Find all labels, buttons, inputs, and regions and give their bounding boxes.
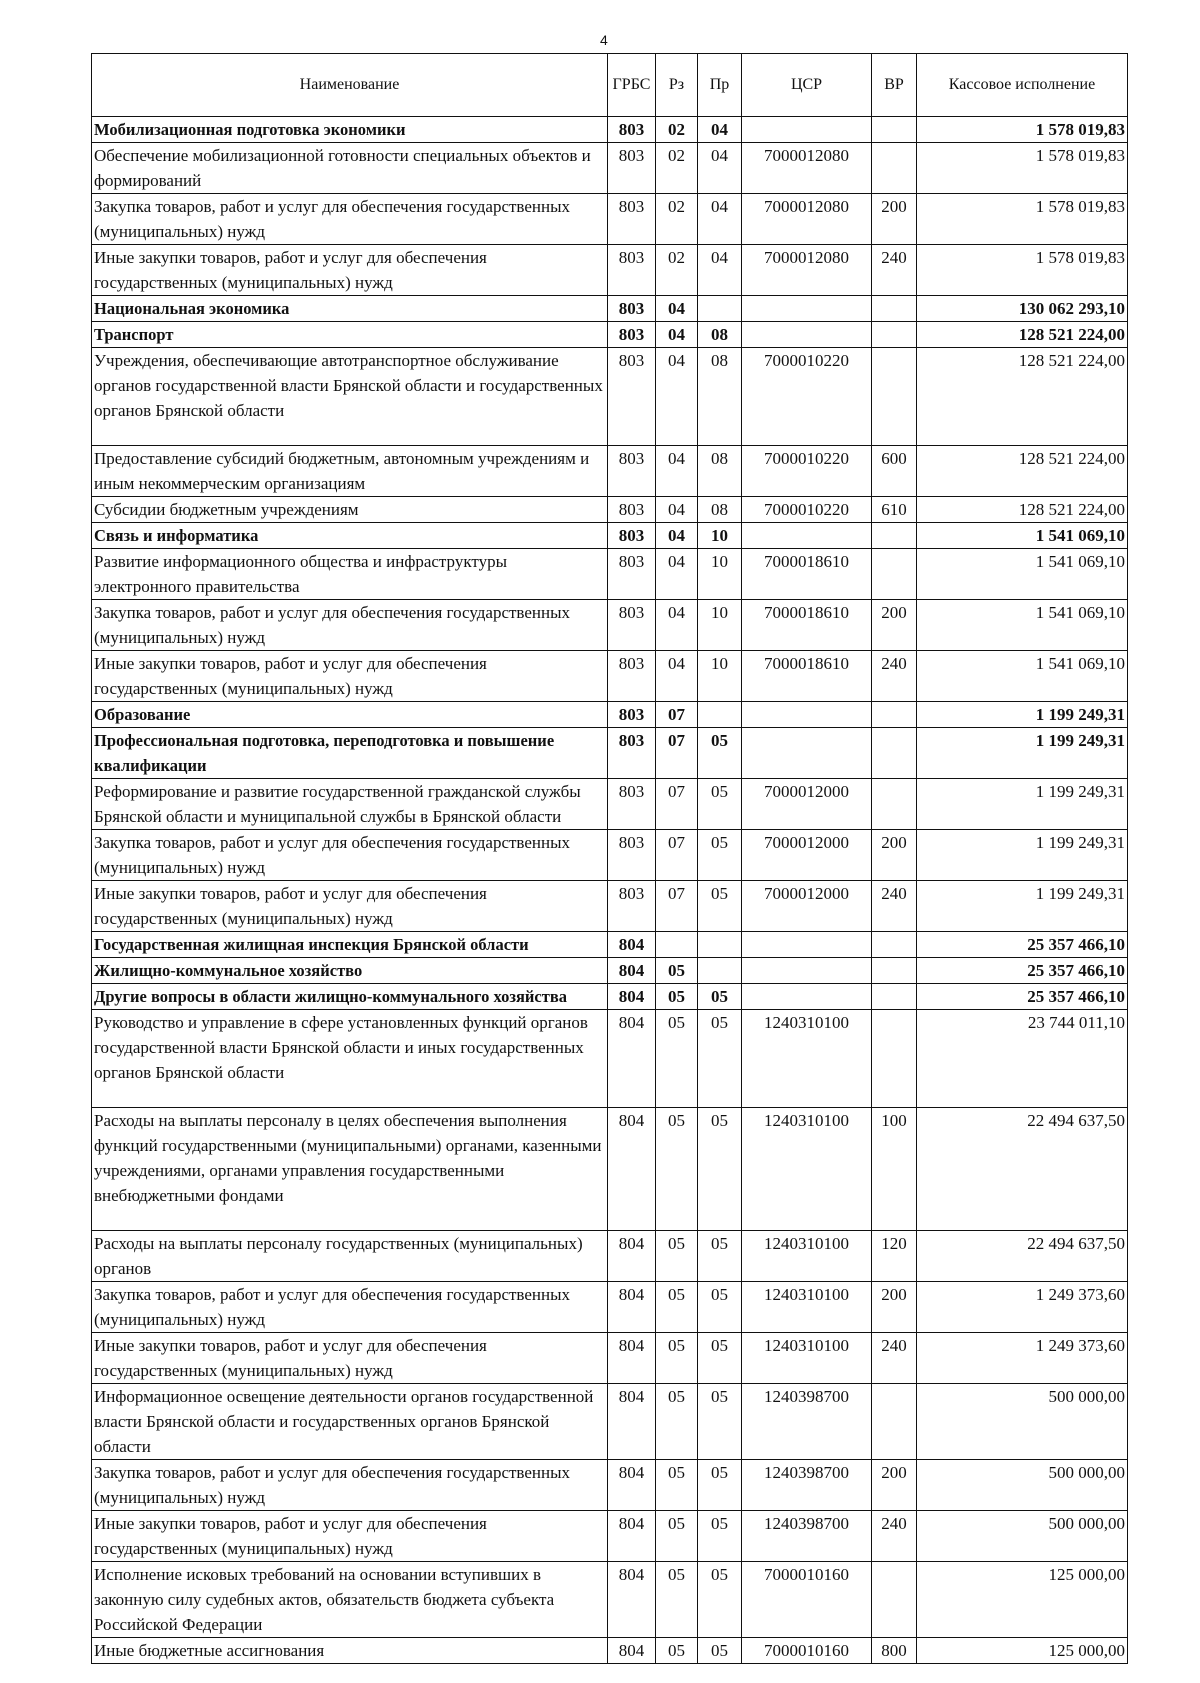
cell-pr: 05: [698, 1333, 742, 1384]
cell-pr: 05: [698, 1511, 742, 1562]
header-csr: ЦСР: [742, 54, 872, 117]
cell-csr: [742, 932, 872, 958]
cell-pr: 10: [698, 600, 742, 651]
cell-vr: 800: [872, 1638, 917, 1664]
table-header-row: [92, 54, 1128, 117]
cell-rz: 05: [656, 1460, 698, 1511]
cell-grbs: 803: [608, 651, 656, 702]
cell-vr: [872, 728, 917, 779]
cell-name: Иные закупки товаров, работ и услуг для обеспечения государственных (муниципальных) нужд: [92, 651, 608, 702]
cell-name: Закупка товаров, работ и услуг для обеспечения государственных (муниципальных) нужд: [92, 600, 608, 651]
cell-rz: 05: [656, 1333, 698, 1384]
cell-name: Закупка товаров, работ и услуг для обеспечения государственных (муниципальных) нужд: [92, 1282, 608, 1333]
cell-rz: 07: [656, 728, 698, 779]
cell-vr: 200: [872, 194, 917, 245]
cell-rz: 04: [656, 296, 698, 322]
cell-name: Обеспечение мобилизационной готовности специальных объектов и формирований: [92, 143, 608, 194]
cell-csr: 7000012080: [742, 245, 872, 296]
table-row: [92, 881, 1128, 932]
cell-amount: 128 521 224,00: [917, 322, 1128, 348]
cell-vr: 240: [872, 881, 917, 932]
cell-grbs: 804: [608, 1460, 656, 1511]
cell-grbs: 803: [608, 245, 656, 296]
cell-csr: 1240310100: [742, 1282, 872, 1333]
cell-pr: 05: [698, 984, 742, 1010]
cell-rz: 04: [656, 497, 698, 523]
cell-pr: 10: [698, 651, 742, 702]
cell-pr: 04: [698, 117, 742, 143]
cell-vr: [872, 117, 917, 143]
cell-name: Информационное освещение деятельности органов государственной власти Брянской области и государственных органов Брянской области: [92, 1384, 608, 1460]
cell-vr: [872, 322, 917, 348]
table-row: [92, 1638, 1128, 1664]
cell-name: Иные закупки товаров, работ и услуг для обеспечения государственных (муниципальных) нужд: [92, 1333, 608, 1384]
cell-grbs: 804: [608, 1638, 656, 1664]
cell-rz: 04: [656, 600, 698, 651]
table-body: [92, 117, 1128, 1664]
table-row: [92, 1511, 1128, 1562]
cell-amount: 128 521 224,00: [917, 348, 1128, 446]
cell-csr: 7000018610: [742, 549, 872, 600]
cell-grbs: 803: [608, 446, 656, 497]
cell-amount: 130 062 293,10: [917, 296, 1128, 322]
cell-csr: 7000010160: [742, 1562, 872, 1638]
cell-pr: 08: [698, 446, 742, 497]
table-row: [92, 1108, 1128, 1231]
cell-csr: 7000010220: [742, 497, 872, 523]
cell-grbs: 803: [608, 728, 656, 779]
cell-amount: 22 494 637,50: [917, 1231, 1128, 1282]
cell-amount: 1 578 019,83: [917, 117, 1128, 143]
cell-csr: 1240310100: [742, 1333, 872, 1384]
cell-name: Иные бюджетные ассигнования: [92, 1638, 608, 1664]
cell-grbs: 803: [608, 296, 656, 322]
cell-csr: [742, 958, 872, 984]
cell-grbs: 804: [608, 958, 656, 984]
table-row: [92, 932, 1128, 958]
cell-amount: 1 249 373,60: [917, 1333, 1128, 1384]
cell-name: Развитие информационного общества и инфраструктуры электронного правительства: [92, 549, 608, 600]
cell-name: Другие вопросы в области жилищно-коммунального хозяйства: [92, 984, 608, 1010]
cell-amount: 1 199 249,31: [917, 702, 1128, 728]
cell-pr: 05: [698, 1282, 742, 1333]
cell-rz: 04: [656, 651, 698, 702]
cell-rz: 04: [656, 523, 698, 549]
cell-csr: 7000018610: [742, 651, 872, 702]
cell-amount: 1 199 249,31: [917, 830, 1128, 881]
table-row: [92, 117, 1128, 143]
cell-csr: [742, 322, 872, 348]
cell-name: Закупка товаров, работ и услуг для обеспечения государственных (муниципальных) нужд: [92, 830, 608, 881]
cell-vr: [872, 984, 917, 1010]
table-row: [92, 830, 1128, 881]
cell-amount: 125 000,00: [917, 1638, 1128, 1664]
cell-pr: 05: [698, 779, 742, 830]
header-pr: Пр: [698, 54, 742, 117]
cell-amount: 25 357 466,10: [917, 958, 1128, 984]
cell-grbs: 803: [608, 523, 656, 549]
cell-amount: 125 000,00: [917, 1562, 1128, 1638]
cell-amount: 500 000,00: [917, 1460, 1128, 1511]
table-row: [92, 1333, 1128, 1384]
cell-amount: 128 521 224,00: [917, 497, 1128, 523]
cell-name: Иные закупки товаров, работ и услуг для обеспечения государственных (муниципальных) нужд: [92, 1511, 608, 1562]
cell-pr: 10: [698, 523, 742, 549]
cell-grbs: 804: [608, 1562, 656, 1638]
cell-pr: 05: [698, 1010, 742, 1108]
table-row: [92, 728, 1128, 779]
cell-name: Расходы на выплаты персоналу государственных (муниципальных) органов: [92, 1231, 608, 1282]
cell-vr: [872, 1384, 917, 1460]
cell-amount: 25 357 466,10: [917, 984, 1128, 1010]
cell-grbs: 803: [608, 194, 656, 245]
table-row: [92, 984, 1128, 1010]
header-amount: Кассовое исполнение: [917, 54, 1128, 117]
cell-pr: 05: [698, 1562, 742, 1638]
cell-grbs: 804: [608, 1231, 656, 1282]
cell-vr: [872, 523, 917, 549]
page-number: 4: [600, 32, 608, 48]
cell-csr: [742, 117, 872, 143]
cell-csr: 1240310100: [742, 1231, 872, 1282]
cell-rz: 04: [656, 322, 698, 348]
cell-csr: 7000010220: [742, 446, 872, 497]
cell-name: Субсидии бюджетным учреждениям: [92, 497, 608, 523]
cell-name: Жилищно-коммунальное хозяйство: [92, 958, 608, 984]
cell-grbs: 804: [608, 984, 656, 1010]
cell-grbs: 803: [608, 143, 656, 194]
cell-pr: 08: [698, 322, 742, 348]
cell-rz: 07: [656, 702, 698, 728]
cell-amount: 128 521 224,00: [917, 446, 1128, 497]
cell-rz: 05: [656, 1108, 698, 1231]
table-row: [92, 600, 1128, 651]
cell-amount: 25 357 466,10: [917, 932, 1128, 958]
cell-pr: [698, 932, 742, 958]
cell-csr: 1240310100: [742, 1108, 872, 1231]
cell-vr: [872, 958, 917, 984]
cell-csr: 1240398700: [742, 1460, 872, 1511]
cell-amount: 500 000,00: [917, 1384, 1128, 1460]
cell-vr: 200: [872, 1282, 917, 1333]
cell-rz: 07: [656, 779, 698, 830]
cell-vr: [872, 296, 917, 322]
cell-pr: 04: [698, 245, 742, 296]
cell-amount: 1 541 069,10: [917, 549, 1128, 600]
cell-amount: 1 578 019,83: [917, 143, 1128, 194]
cell-pr: 08: [698, 348, 742, 446]
cell-vr: 240: [872, 1333, 917, 1384]
cell-rz: 02: [656, 194, 698, 245]
table-row: [92, 446, 1128, 497]
cell-name: Профессиональная подготовка, переподготовка и повышение квалификации: [92, 728, 608, 779]
cell-amount: 1 541 069,10: [917, 600, 1128, 651]
table-row: [92, 1282, 1128, 1333]
cell-rz: 02: [656, 245, 698, 296]
table-row: [92, 958, 1128, 984]
cell-csr: [742, 296, 872, 322]
cell-vr: [872, 549, 917, 600]
cell-amount: 1 578 019,83: [917, 194, 1128, 245]
cell-grbs: 803: [608, 322, 656, 348]
table-row: [92, 779, 1128, 830]
table-row: [92, 322, 1128, 348]
cell-name: Учреждения, обеспечивающие автотранспортное обслуживание органов государственной власти Брянской области и государственных органов Брянской области: [92, 348, 608, 446]
cell-grbs: 804: [608, 932, 656, 958]
cell-pr: 05: [698, 830, 742, 881]
cell-csr: 7000010220: [742, 348, 872, 446]
cell-grbs: 803: [608, 779, 656, 830]
cell-csr: [742, 702, 872, 728]
cell-rz: 05: [656, 1010, 698, 1108]
table-row: [92, 143, 1128, 194]
cell-name: Предоставление субсидий бюджетным, автономным учреждениям и иным некоммерческим организациям: [92, 446, 608, 497]
cell-grbs: 804: [608, 1384, 656, 1460]
cell-name: Закупка товаров, работ и услуг для обеспечения государственных (муниципальных) нужд: [92, 194, 608, 245]
cell-amount: 1 578 019,83: [917, 245, 1128, 296]
budget-execution-table: [91, 53, 1128, 1664]
cell-rz: 02: [656, 143, 698, 194]
cell-csr: [742, 984, 872, 1010]
header-grbs: ГРБС: [608, 54, 656, 117]
cell-csr: 1240310100: [742, 1010, 872, 1108]
cell-amount: 1 199 249,31: [917, 779, 1128, 830]
cell-amount: 1 249 373,60: [917, 1282, 1128, 1333]
cell-name: Мобилизационная подготовка экономики: [92, 117, 608, 143]
cell-grbs: 804: [608, 1108, 656, 1231]
cell-amount: 500 000,00: [917, 1511, 1128, 1562]
table-row: [92, 1010, 1128, 1108]
cell-pr: [698, 958, 742, 984]
cell-vr: [872, 702, 917, 728]
cell-pr: 05: [698, 728, 742, 779]
cell-pr: 10: [698, 549, 742, 600]
cell-pr: 05: [698, 1460, 742, 1511]
cell-name: Закупка товаров, работ и услуг для обеспечения государственных (муниципальных) нужд: [92, 1460, 608, 1511]
cell-grbs: 803: [608, 702, 656, 728]
cell-rz: 04: [656, 446, 698, 497]
cell-pr: 04: [698, 194, 742, 245]
header-name: Наименование: [92, 54, 608, 117]
table-row: [92, 702, 1128, 728]
table-row: [92, 194, 1128, 245]
table-row: [92, 1562, 1128, 1638]
table-row: [92, 348, 1128, 446]
cell-name: Расходы на выплаты персоналу в целях обеспечения выполнения функций государственными (муниципальными) органами, казенными учреждениями, органами управления государственными внебюджетными фондами: [92, 1108, 608, 1231]
cell-csr: [742, 728, 872, 779]
cell-name: Образование: [92, 702, 608, 728]
cell-pr: 08: [698, 497, 742, 523]
cell-amount: 1 541 069,10: [917, 651, 1128, 702]
cell-name: Иные закупки товаров, работ и услуг для обеспечения государственных (муниципальных) нужд: [92, 245, 608, 296]
cell-grbs: 803: [608, 117, 656, 143]
cell-name: Связь и информатика: [92, 523, 608, 549]
table-row: [92, 1231, 1128, 1282]
cell-name: Транспорт: [92, 322, 608, 348]
cell-pr: [698, 702, 742, 728]
cell-csr: 7000012000: [742, 779, 872, 830]
cell-grbs: 804: [608, 1282, 656, 1333]
cell-rz: 05: [656, 1384, 698, 1460]
cell-name: Национальная экономика: [92, 296, 608, 322]
cell-vr: 610: [872, 497, 917, 523]
cell-amount: 1 541 069,10: [917, 523, 1128, 549]
cell-vr: 120: [872, 1231, 917, 1282]
cell-rz: 07: [656, 881, 698, 932]
table-row: [92, 523, 1128, 549]
cell-vr: 600: [872, 446, 917, 497]
cell-pr: 05: [698, 1231, 742, 1282]
cell-amount: 1 199 249,31: [917, 728, 1128, 779]
table-row: [92, 549, 1128, 600]
cell-csr: 7000012000: [742, 830, 872, 881]
cell-name: Руководство и управление в сфере установленных функций органов государственной власти Брянской области и иных государственных органов Брянской области: [92, 1010, 608, 1108]
cell-rz: 05: [656, 1231, 698, 1282]
cell-name: Реформирование и развитие государственной гражданской службы Брянской области и муниципальной службы в Брянской области: [92, 779, 608, 830]
cell-vr: [872, 348, 917, 446]
cell-grbs: 803: [608, 881, 656, 932]
cell-name: Иные закупки товаров, работ и услуг для обеспечения государственных (муниципальных) нужд: [92, 881, 608, 932]
cell-vr: 240: [872, 245, 917, 296]
cell-rz: 07: [656, 830, 698, 881]
cell-csr: 1240398700: [742, 1511, 872, 1562]
cell-csr: 1240398700: [742, 1384, 872, 1460]
cell-grbs: 804: [608, 1511, 656, 1562]
cell-amount: 1 199 249,31: [917, 881, 1128, 932]
cell-rz: 05: [656, 1511, 698, 1562]
table-row: [92, 296, 1128, 322]
cell-grbs: 803: [608, 348, 656, 446]
cell-name: Государственная жилищная инспекция Брянской области: [92, 932, 608, 958]
cell-vr: [872, 779, 917, 830]
cell-csr: 7000012080: [742, 194, 872, 245]
cell-pr: 05: [698, 1384, 742, 1460]
cell-vr: 200: [872, 1460, 917, 1511]
cell-csr: [742, 523, 872, 549]
cell-vr: 100: [872, 1108, 917, 1231]
cell-grbs: 803: [608, 600, 656, 651]
header-vr: ВР: [872, 54, 917, 117]
cell-csr: 7000012080: [742, 143, 872, 194]
cell-rz: 05: [656, 1562, 698, 1638]
cell-grbs: 804: [608, 1010, 656, 1108]
table-row: [92, 497, 1128, 523]
cell-pr: 04: [698, 143, 742, 194]
cell-vr: 200: [872, 830, 917, 881]
cell-grbs: 803: [608, 497, 656, 523]
cell-grbs: 803: [608, 830, 656, 881]
cell-pr: 05: [698, 1108, 742, 1231]
cell-rz: 05: [656, 958, 698, 984]
cell-grbs: 803: [608, 549, 656, 600]
cell-vr: [872, 932, 917, 958]
cell-amount: 22 494 637,50: [917, 1108, 1128, 1231]
cell-csr: 7000018610: [742, 600, 872, 651]
cell-pr: 05: [698, 881, 742, 932]
cell-grbs: 804: [608, 1333, 656, 1384]
cell-vr: 240: [872, 1511, 917, 1562]
cell-csr: 7000012000: [742, 881, 872, 932]
cell-amount: 23 744 011,10: [917, 1010, 1128, 1108]
table-row: [92, 245, 1128, 296]
cell-rz: 02: [656, 117, 698, 143]
table-row: [92, 1384, 1128, 1460]
table-row: [92, 651, 1128, 702]
cell-pr: [698, 296, 742, 322]
cell-rz: 04: [656, 549, 698, 600]
cell-rz: 04: [656, 348, 698, 446]
cell-vr: [872, 1562, 917, 1638]
cell-vr: 200: [872, 600, 917, 651]
cell-rz: 05: [656, 1638, 698, 1664]
cell-vr: [872, 143, 917, 194]
table-row: [92, 1460, 1128, 1511]
cell-rz: [656, 932, 698, 958]
cell-name: Исполнение исковых требований на основании вступивших в законную силу судебных актов, обязательств бюджета субъекта Российской Федерации: [92, 1562, 608, 1638]
cell-vr: 240: [872, 651, 917, 702]
cell-rz: 05: [656, 1282, 698, 1333]
header-rz: Рз: [656, 54, 698, 117]
cell-vr: [872, 1010, 917, 1108]
cell-rz: 05: [656, 984, 698, 1010]
cell-pr: 05: [698, 1638, 742, 1664]
cell-csr: 7000010160: [742, 1638, 872, 1664]
